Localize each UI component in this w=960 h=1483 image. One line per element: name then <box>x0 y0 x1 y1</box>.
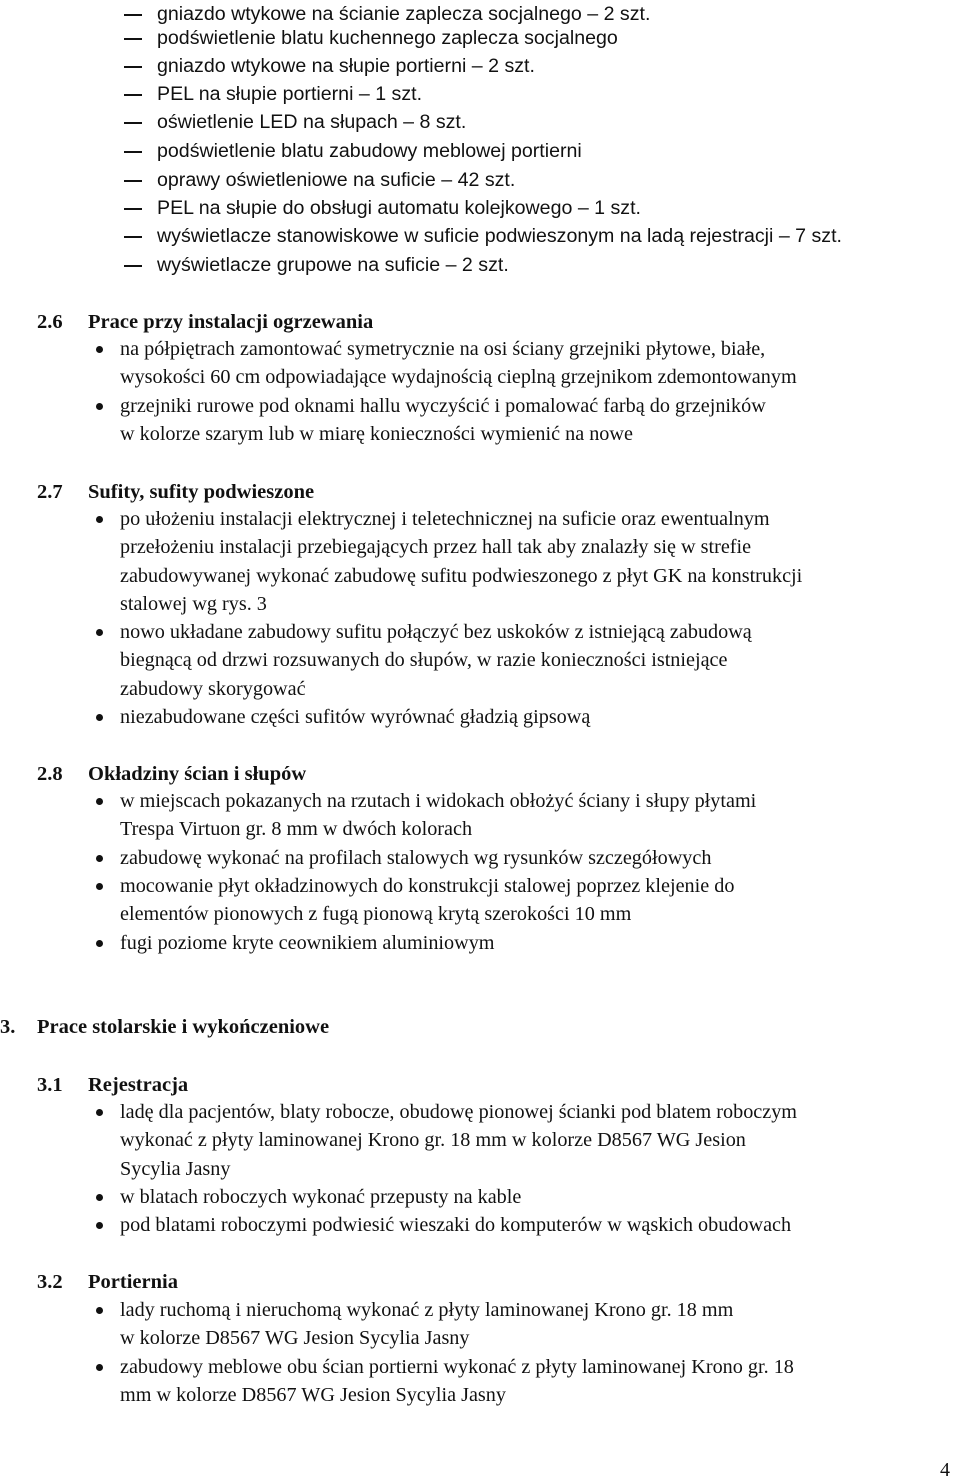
bullet-line: biegnącą od drzwi rozsuwanych do słupów, w razie konieczności istniejące <box>120 649 728 672</box>
section-title: Prace przy instalacji ogrzewania <box>88 311 374 333</box>
bullet-dot <box>96 1222 103 1229</box>
bullet-dot <box>96 629 103 636</box>
bullet-dot <box>96 516 103 523</box>
bullet-line: mocowanie płyt okładzinowych do konstrukcji stalowej poprzez klejenie do <box>120 875 735 897</box>
bullet-line: niezabudowane części sufitów wyrównać gładzią gipsową <box>120 706 591 728</box>
bullet-line: Sycylia Jasny <box>120 1157 231 1180</box>
section-number: 3.1 <box>37 1074 63 1096</box>
bullet-line: na półpiętrach zamontować symetrycznie na osi ściany grzejniki płytowe, białe, <box>120 338 766 360</box>
bullet-dot <box>96 1364 103 1371</box>
dash-item-text: oświetlenie LED na słupach – 8 szt. <box>157 111 467 133</box>
dash-marker <box>124 180 142 182</box>
bullet-line: ladę dla pacjentów, blaty robocze, obudowę pionowej ścianki pod blatem roboczym <box>120 1101 797 1123</box>
bullet-line: zabudowy skorygować <box>120 677 306 700</box>
bullet-line: w kolorze D8567 WG Jesion Sycylia Jasny <box>120 1327 470 1350</box>
dash-marker <box>124 94 142 96</box>
dash-marker <box>124 14 142 16</box>
bullet-dot <box>96 1307 103 1314</box>
section-title: Okładziny ścian i słupów <box>88 763 307 785</box>
bullet-dot <box>96 714 103 721</box>
dash-item-text: wyświetlacze grupowe na suficie – 2 szt. <box>157 254 509 276</box>
dash-marker <box>124 122 142 124</box>
dash-marker <box>124 151 142 153</box>
dash-marker <box>124 66 142 68</box>
bullet-dot <box>96 1194 103 1201</box>
dash-item-text: podświetlenie blatu zabudowy meblowej portierni <box>157 140 582 162</box>
dash-item-text: oprawy oświetleniowe na suficie – 42 szt. <box>157 169 516 191</box>
bullet-line: zabudowę wykonać na profilach stalowych wg rysunków szczegółowych <box>120 847 712 869</box>
dash-marker <box>124 236 142 238</box>
bullet-line: fugi poziome kryte ceownikiem aluminiowym <box>120 932 495 954</box>
bullet-dot <box>96 883 103 890</box>
bullet-dot <box>96 403 103 410</box>
bullet-dot <box>96 1109 103 1116</box>
dash-item-text: PEL na słupie portierni – 1 szt. <box>157 83 423 105</box>
section-number: 2.6 <box>37 311 63 333</box>
bullet-line: przełożeniu instalacji przebiegających przez hall tak aby znalazły się w strefie <box>120 536 752 559</box>
dash-item-text: gniazdo wtykowe na słupie portierni – 2 szt. <box>157 55 535 77</box>
dash-item-text: wyświetlacze stanowiskowe w suficie podwieszonym na ladą rejestracji – 7 szt. <box>157 225 842 247</box>
section-title: Rejestracja <box>88 1074 189 1096</box>
bullet-dot <box>96 940 103 947</box>
bullet-line: w blatach roboczych wykonać przepusty na kable <box>120 1186 522 1208</box>
section-number: 2.8 <box>37 763 63 785</box>
dash-marker <box>124 38 142 40</box>
section-number: 3.2 <box>37 1271 63 1293</box>
dash-item-text: podświetlenie blatu kuchennego zaplecza socjalnego <box>157 27 618 49</box>
bullet-dot <box>96 798 103 805</box>
bullet-line: po ułożeniu instalacji elektrycznej i teletechnicznej na suficie oraz ewentualnym <box>120 508 770 530</box>
bullet-line: pod blatami roboczymi podwiesić wieszaki do komputerów w wąskich obudowach <box>120 1214 792 1236</box>
dash-item-text: gniazdo wtykowe na ścianie zaplecza socjalnego – 2 szt. <box>157 3 651 25</box>
bullet-line: zabudowy meblowe obu ścian portierni wykonać z płyty laminowanej Krono gr. 18 <box>120 1356 794 1378</box>
page-number: 4 <box>940 1459 950 1481</box>
dash-item-text: PEL na słupie do obsługi automatu kolejkowego – 1 szt. <box>157 197 641 219</box>
bullet-line: w miejscach pokazanych na rzutach i widokach obłożyć ściany i słupy płytami <box>120 790 757 812</box>
bullet-line: grzejniki rurowe pod oknami hallu wyczyścić i pomalować farbą do grzejników <box>120 395 766 417</box>
bullet-line: mm w kolorze D8567 WG Jesion Sycylia Jasny <box>120 1384 506 1407</box>
bullet-line: stalowej wg rys. 3 <box>120 592 267 615</box>
bullet-dot <box>96 855 103 862</box>
bullet-line: Trespa Virtuon gr. 8 mm w dwóch kolorach <box>120 818 473 841</box>
bullet-line: wykonać z płyty laminowanej Krono gr. 18 mm w kolorze D8567 WG Jesion <box>120 1129 746 1152</box>
bullet-line: lady ruchomą i nieruchomą wykonać z płyty laminowanej Krono gr. 18 mm <box>120 1299 734 1321</box>
section-number: 2.7 <box>37 481 63 503</box>
dash-marker <box>124 265 142 267</box>
bullet-line: elementów pionowych z fugą pionową krytą szerokości 10 mm <box>120 903 632 926</box>
bullet-line: w kolorze szarym lub w miarę konieczności wymienić na nowe <box>120 423 633 446</box>
section-title: Portiernia <box>88 1271 178 1293</box>
bullet-dot <box>96 346 103 353</box>
chapter-number: 3. <box>0 1016 16 1038</box>
section-title: Sufity, sufity podwieszone <box>88 481 315 503</box>
chapter-title: Prace stolarskie i wykończeniowe <box>37 1016 330 1038</box>
dash-marker <box>124 208 142 210</box>
bullet-line: nowo układane zabudowy sufitu połączyć bez uskoków z istniejącą zabudową <box>120 621 752 643</box>
bullet-line: zabudowywanej wykonać zabudowę sufitu podwieszonego z płyt GK na konstrukcji <box>120 564 803 587</box>
bullet-line: wysokości 60 cm odpowiadające wydajnością cieplną grzejnikom zdemontowanym <box>120 366 797 389</box>
